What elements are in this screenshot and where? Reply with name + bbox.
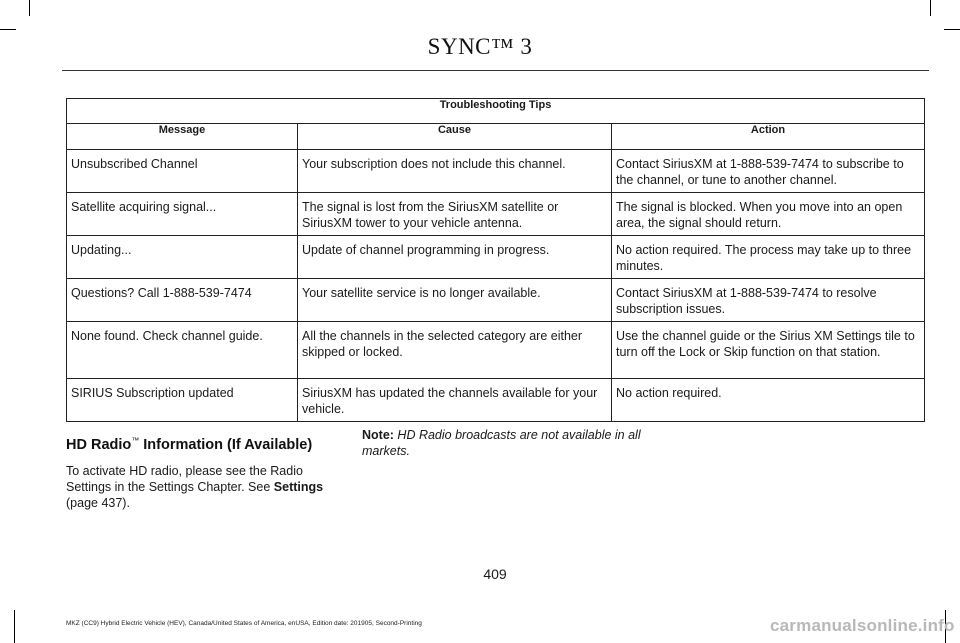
crop-mark (29, 0, 30, 16)
table-row (67, 150, 925, 193)
action-cell: Use the channel guide or the Sirius XM Settings tile to turn off the Lock or Skip function on that station. (612, 322, 925, 379)
note-text: HD Radio broadcasts are not available in all markets. (362, 428, 641, 458)
note-label: Note: (362, 428, 394, 442)
table-row (67, 236, 925, 279)
action-cell: The signal is blocked. When you move into an open area, the signal should return. (612, 193, 925, 236)
action-cell: No action required. The process may take up to three minutes. (612, 236, 925, 279)
note-paragraph (362, 427, 642, 459)
action-cell: No action required. (612, 379, 925, 422)
footer-edition-text: MKZ (CC9) Hybrid Electric Vehicle (HEV), Canada/United States of America, enUSA, Edition date: 201905, Second-Printing (66, 620, 422, 627)
page-reference: (page 437). (66, 496, 130, 510)
section-heading (66, 436, 312, 453)
watermark: carmanualsonline.info (770, 616, 955, 635)
table-caption: Troubleshooting Tips (67, 99, 925, 124)
cause-cell: Your subscription does not include this channel. (298, 150, 612, 193)
message-cell: Satellite acquiring signal... (67, 193, 298, 236)
page-header-title: SYNC™ 3 (427, 34, 533, 59)
cause-cell: Your satellite service is no longer available. (298, 279, 612, 322)
cause-cell: All the channels in the selected category are either skipped or locked. (298, 322, 612, 379)
crop-mark (0, 29, 16, 30)
table-row (67, 322, 925, 379)
heading-rest: Information (If Available) (139, 436, 313, 453)
body-text: To activate HD radio, please see the Radio Settings in the Settings Chapter. See (66, 464, 303, 494)
table-row (67, 279, 925, 322)
settings-link[interactable]: Settings (273, 480, 324, 494)
table-row (67, 193, 925, 236)
header-rule (62, 70, 929, 71)
crop-mark (944, 29, 960, 30)
cause-cell: SiriusXM has updated the channels available for your vehicle. (298, 379, 612, 422)
cause-cell: The signal is lost from the SiriusXM satellite or SiriusXM tower to your vehicle antenna. (298, 193, 612, 236)
action-cell: Contact SiriusXM at 1-888-539-7474 to resolve subscription issues. (612, 279, 925, 322)
trademark-mark: ™ (131, 436, 140, 445)
crop-mark (930, 0, 931, 16)
message-cell: Unsubscribed Channel (67, 150, 298, 193)
body-paragraph (66, 463, 338, 511)
cause-cell: Update of channel programming in progress. (298, 236, 612, 279)
action-cell: Contact SiriusXM at 1-888-539-7474 to subscribe to the channel, or tune to another channel. (612, 150, 925, 193)
column-header-action: Action (612, 124, 925, 150)
table-row (67, 379, 925, 422)
column-header-message: Message (67, 124, 298, 150)
heading-main: HD Radio (66, 436, 132, 453)
message-cell: Questions? Call 1-888-539-7474 (67, 279, 298, 322)
crop-mark (14, 610, 15, 643)
message-cell: None found. Check channel guide. (67, 322, 298, 379)
message-cell: SIRIUS Subscription updated (67, 379, 298, 422)
page-number: 409 (483, 566, 507, 582)
troubleshooting-table (66, 98, 925, 422)
message-cell: Updating... (67, 236, 298, 279)
column-header-cause: Cause (298, 124, 612, 150)
